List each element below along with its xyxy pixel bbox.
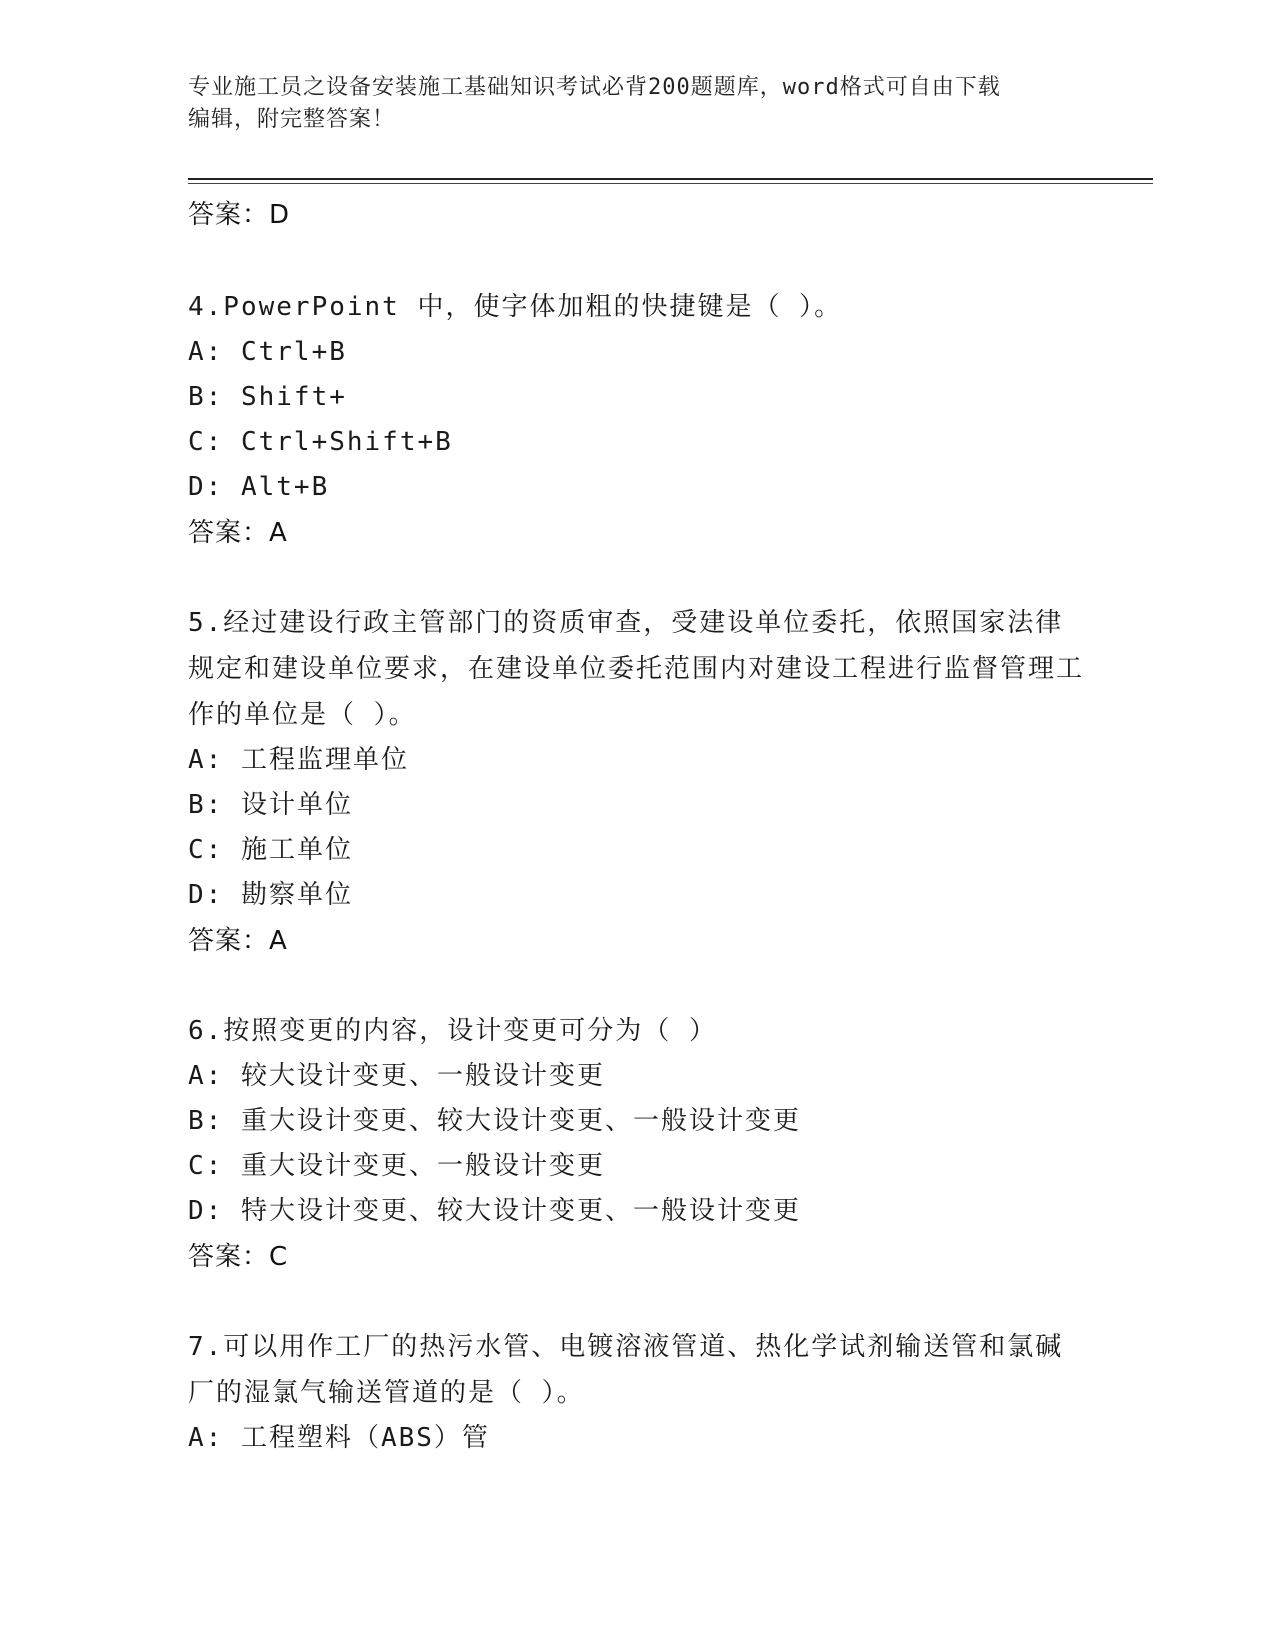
option-line: D: Alt+B — [188, 472, 330, 502]
option-line: A: 工程塑料（ABS）管 — [188, 1423, 490, 1453]
option-line: A: 较大设计变更、一般设计变更 — [188, 1061, 605, 1091]
option-line: A: 工程监理单位 — [188, 745, 409, 775]
question-text: 7.可以用作工厂的热污水管、电镀溶液管道、热化学试剂输送管和氯碱厂的湿氯气输送管道的是（ ）。 — [188, 1332, 1064, 1408]
header-divider-thick — [188, 178, 1153, 180]
option-line: C: Ctrl+Shift+B — [188, 427, 453, 457]
option-line: B: Shift+ — [188, 382, 347, 412]
answer-line: 答案：A — [188, 518, 288, 548]
question-text: 4.PowerPoint 中，使字体加粗的快捷键是（ ）。 — [188, 292, 843, 322]
option-line: D: 特大设计变更、较大设计变更、一般设计变更 — [188, 1196, 801, 1226]
question-list — [188, 192, 1088, 1461]
document-header — [188, 72, 1088, 136]
option-line: B: 设计单位 — [188, 790, 353, 820]
question-text: 5.经过建设行政主管部门的资质审查，受建设单位委托，依照国家法律规定和建设单位要求，在建设单位委托范围内对建设工程进行监督管理工作的单位是（ ）。 — [188, 608, 1085, 730]
header-title-line-2: 编辑，附完整答案！ — [188, 107, 396, 132]
option-line: B: 重大设计变更、较大设计变更、一般设计变更 — [188, 1106, 801, 1136]
option-line: A: Ctrl+B — [188, 337, 347, 367]
answer-line: 答案：C — [188, 1242, 289, 1272]
option-line: C: 施工单位 — [188, 835, 353, 865]
question-text: 6.按照变更的内容，设计变更可分为（ ） — [188, 1016, 717, 1046]
header-divider-thin — [188, 183, 1153, 184]
header-title-line-1: 专业施工员之设备安装施工基础知识考试必背200题题库，word格式可自由下载 — [188, 75, 1001, 100]
answer-line: 答案：A — [188, 926, 288, 956]
option-line: D: 勘察单位 — [188, 880, 353, 910]
answer-line: 答案：D — [188, 200, 291, 230]
option-line: C: 重大设计变更、一般设计变更 — [188, 1151, 605, 1181]
